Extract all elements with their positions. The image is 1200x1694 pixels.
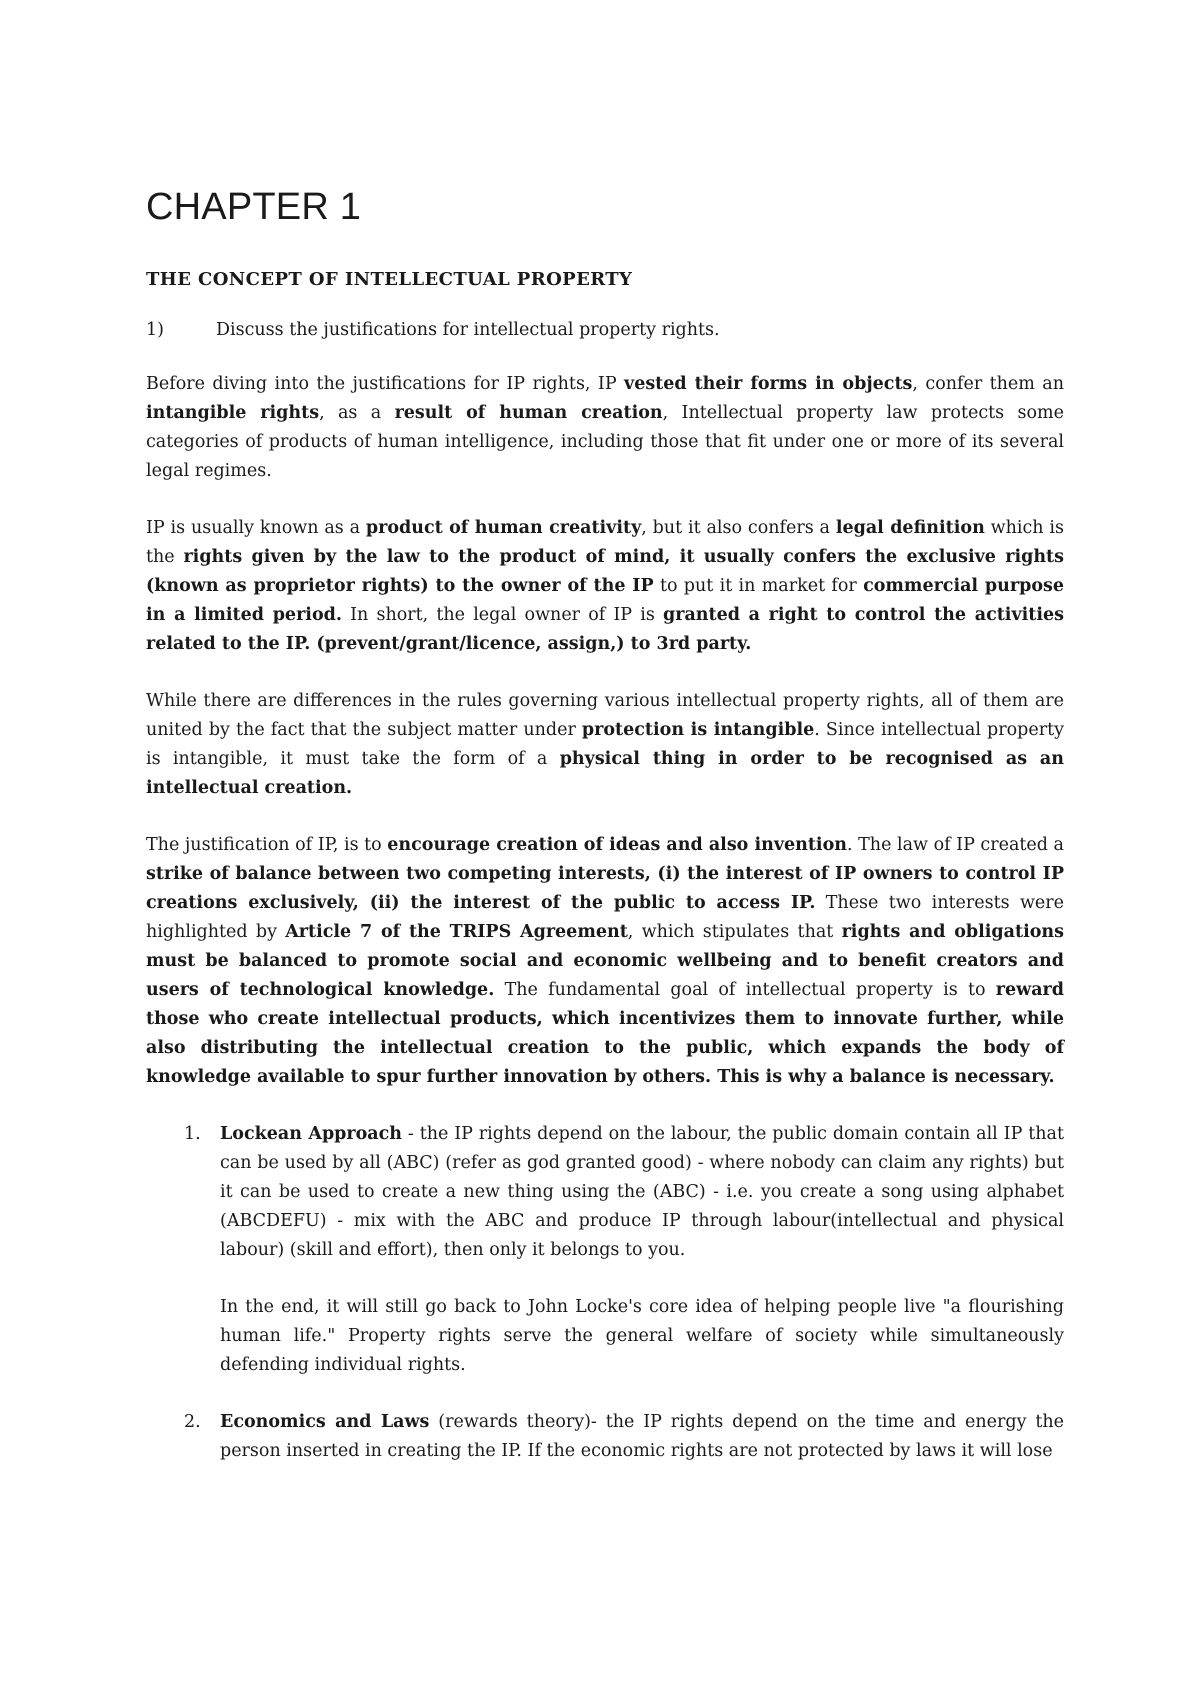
- text-run: , confer them an: [912, 374, 1065, 394]
- bold-run: physical thing in order to be recognised as an intellectual creation.: [146, 749, 1064, 798]
- bold-run: vested their forms in objects: [624, 374, 913, 394]
- text-run: , which stipulates that: [627, 922, 842, 942]
- paragraph-intangible: [146, 687, 1064, 803]
- list-body: [220, 1408, 1064, 1494]
- bold-run: encourage creation of ideas and also invention: [387, 835, 847, 855]
- bold-run: reward those who create intellectual products, which incentivizes them to innovate further, while also distributing the intellectual creation to the public, which expands the body of knowledge available to spur further innovation by others. This is why a balance is necessary.: [146, 980, 1064, 1087]
- text-run: IP is usually known as a: [146, 518, 366, 538]
- list-extra: In the end, it will still go back to John Locke's core idea of helping people live "a flourishing human life." Property rights serve the general welfare of society while simultaneously defending individual rights.: [220, 1297, 1064, 1375]
- text-run: Before diving into the justifications for IP rights, IP: [146, 374, 625, 394]
- text-run: , but it also confers a: [641, 518, 836, 538]
- bold-run: result of human creation: [394, 403, 663, 423]
- text-run: These two interests were highlighted by: [146, 893, 1064, 942]
- paragraph-definition: [146, 514, 1064, 659]
- text-run: In short, the legal owner of IP is: [341, 605, 663, 625]
- text-run: . Since intellectual property is intangible, it must take the form of a: [146, 720, 1065, 769]
- chapter-title: CHAPTER 1: [146, 186, 362, 228]
- list-text: [220, 1408, 1064, 1466]
- bold-run: Article 7 of the TRIPS Agreement: [285, 922, 628, 942]
- bold-run: intangible rights: [146, 403, 320, 423]
- bold-run: protection is intangible: [581, 720, 815, 740]
- bold-run: granted a right to control the activities related to the IP. (prevent/grant/licence, assign,) to 3rd party.: [146, 605, 1064, 654]
- list-text: [220, 1120, 1064, 1265]
- text-run: . The law of IP created a: [846, 835, 1064, 855]
- question: [146, 320, 1064, 340]
- bold-run: commercial purpose in a limited period.: [146, 576, 1064, 625]
- text-run: , as a: [319, 403, 395, 423]
- list-number: 1.: [184, 1124, 201, 1144]
- list-item: [146, 1408, 1064, 1494]
- text-run: The fundamental goal of intellectual property is to: [494, 980, 996, 1000]
- bold-run: strike of balance between two competing interests, (i) the interest of IP owners to control IP creations exclusively, (ii) the interest of the public to access IP.: [146, 864, 1064, 913]
- bold-run: product of human creativity: [365, 518, 642, 538]
- bold-run: legal definition: [835, 518, 985, 538]
- question-number: 1): [146, 320, 164, 340]
- text-run: to put it in market for: [653, 576, 864, 596]
- list-number: 2.: [184, 1412, 201, 1432]
- list-title: Economics and Laws: [220, 1412, 430, 1432]
- paragraph-justification: [146, 831, 1064, 1092]
- list-item: [146, 1120, 1064, 1408]
- text-run: (rewards theory)- the IP rights depend on the time and energy the person inserted in creating the IP. If the economic rights are not protected by laws it will lose: [220, 1412, 1065, 1461]
- paragraph-intro: [146, 370, 1064, 486]
- text-run: The justification of IP, is to: [146, 835, 388, 855]
- section-heading: THE CONCEPT OF INTELLECTUAL PROPERTY: [146, 269, 633, 290]
- question-text: Discuss the justifications for intellectual property rights.: [216, 320, 720, 340]
- bold-run: rights and obligations must be balanced to promote social and economic wellbeing and to benefit creators and users of technological knowledge.: [146, 922, 1064, 1000]
- bold-run: rights given by the law to the product of mind, it usually confers the exclusive rights (known as proprietor rights) to the owner of the IP: [146, 547, 1064, 596]
- text-run: , Intellectual property law protects some categories of products of human intelligence, including those that fit under one or more of its several legal regimes.: [146, 403, 1064, 481]
- text-run: - the IP rights depend on the labour, the public domain contain all IP that can be used by all (ABC) (refer as god granted good) - where nobody can claim any rights) but it can be used to create a new thing using the (ABC) - i.e. you create a song using alphabet (ABCDEFU) - mix with the ABC and produce IP through labour(intellectual and physical labour) (skill and effort), then only it belongs to you.: [220, 1124, 1064, 1260]
- text-run: While there are differences in the rules governing various intellectual property rights, all of them are united by the fact that the subject matter under: [146, 691, 1064, 740]
- list-body: [220, 1120, 1064, 1408]
- text-run: which is the: [146, 518, 1064, 567]
- list-title: Lockean Approach: [220, 1124, 403, 1144]
- theory-list: [146, 1120, 1064, 1494]
